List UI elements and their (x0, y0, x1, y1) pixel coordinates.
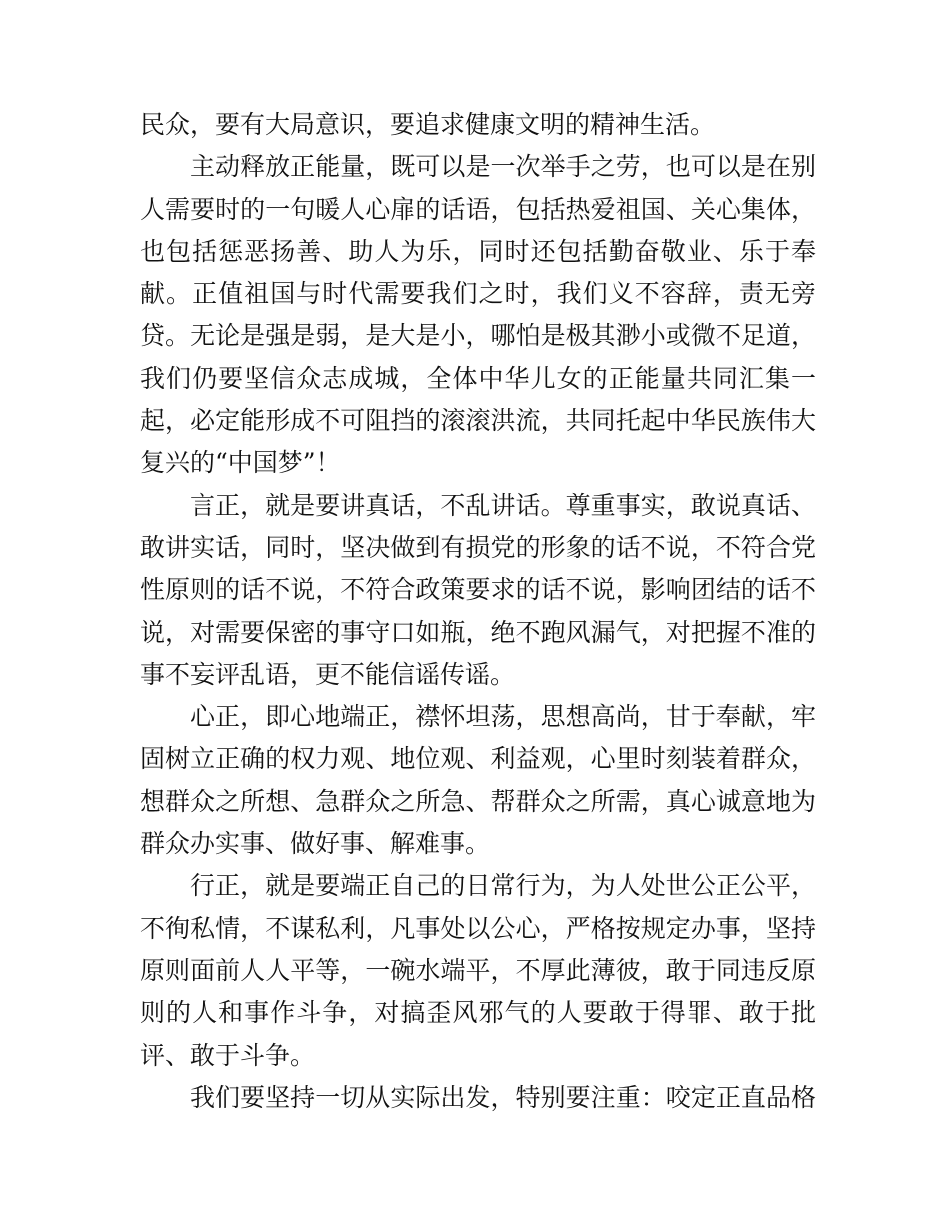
paragraph-first-line: 行正，就是要端正自己的日常行为，为人处世公正公平， (190, 871, 816, 901)
text-line: 我们仍要坚信众志成城，全体中华儿女的正能量共同汇集一 (140, 363, 816, 393)
text-line: 说，对需要保密的事守口如瓶，绝不跑风漏气，对把握不准的 (140, 617, 816, 647)
paragraph-first-line: 我们要坚持一切从实际出发，特别要注重：咬定正直品格 (190, 1082, 816, 1112)
paragraph-first-line: 主动释放正能量，既可以是一次举手之劳，也可以是在别 (190, 152, 816, 182)
text-line: 人需要时的一句暖人心扉的话语，包括热爱祖国、关心集体， (140, 194, 816, 224)
text-line: 性原则的话不说，不符合政策要求的话不说，影响团结的话不 (140, 575, 816, 605)
text-line: 不徇私情，不谋私利，凡事处以公心，严格按规定办事，坚持 (140, 913, 816, 943)
text-line: 事不妄评乱语，更不能信谣传谣。 (140, 659, 516, 689)
text-line: 也包括惩恶扬善、助人为乐，同时还包括勤奋敬业、乐于奉 (140, 236, 816, 266)
text-line: 复兴的“中国梦”！ (140, 448, 341, 478)
paragraph-first-line: 言正，就是要讲真话，不乱讲话。尊重事实，敢说真话、 (190, 490, 816, 520)
text-line: 原则面前人人平等，一碗水端平，不厚此薄彼，敢于同违反原 (140, 955, 816, 985)
text-line: 则的人和事作斗争，对搞歪风邪气的人要敢于得罪、敢于批 (140, 998, 816, 1028)
text-line: 评、敢于斗争。 (140, 1040, 316, 1070)
text-line: 民众，要有大局意识，要追求健康文明的精神生活。 (140, 110, 716, 139)
text-line: 固树立正确的权力观、地位观、利益观，心里时刻装着群众， (140, 744, 816, 774)
text-line: 群众办实事、做好事、解难事。 (140, 829, 491, 859)
text-line: 起，必定能形成不可阻挡的滚滚洪流，共同托起中华民族伟大 (140, 406, 816, 436)
document-page (140, 104, 816, 1119)
text-line: 敢讲实话，同时，坚决做到有损党的形象的话不说，不符合党 (140, 532, 816, 562)
paragraph-first-line: 心正，即心地端正，襟怀坦荡，思想高尚，甘于奉献，牢 (190, 702, 816, 732)
text-line: 献。正值祖国与时代需要我们之时，我们义不容辞，责无旁 (140, 279, 816, 309)
text-line: 想群众之所想、急群众之所急、帮群众之所需，真心诚意地为 (140, 786, 816, 816)
text-line: 贷。无论是强是弱，是大是小，哪怕是极其渺小或微不足道， (140, 321, 816, 351)
